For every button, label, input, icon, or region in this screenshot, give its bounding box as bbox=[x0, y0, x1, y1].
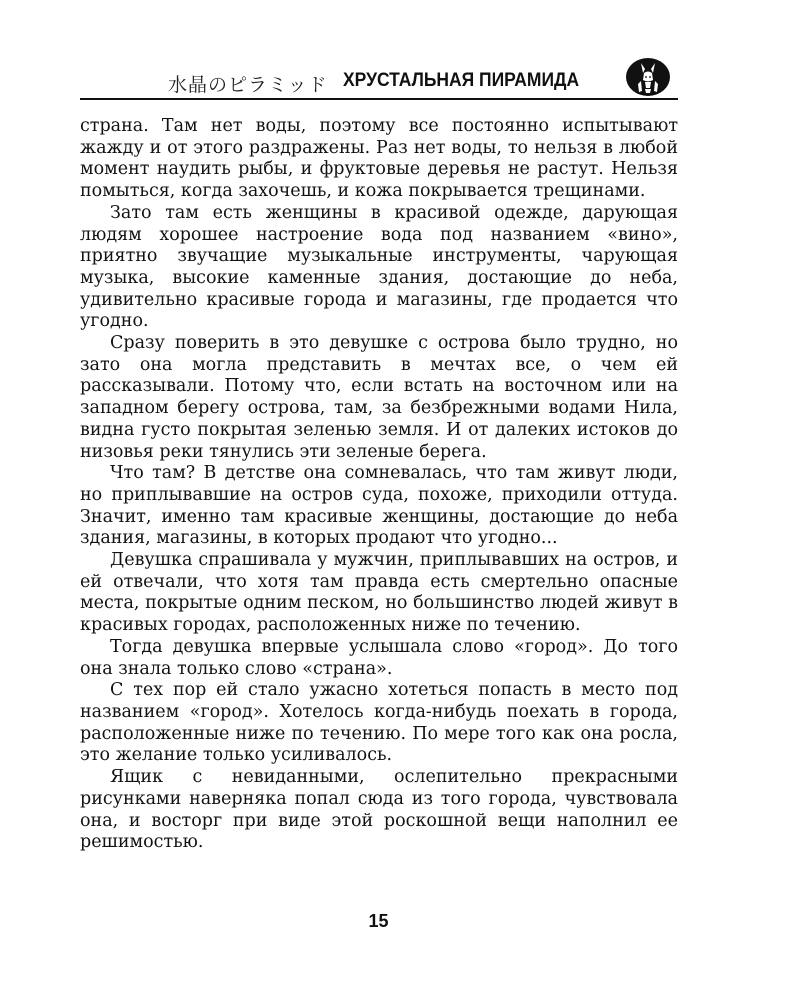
body-text bbox=[80, 116, 678, 854]
header-title-russian: ХРУСТАЛЬНАЯ ПИРАМИДА bbox=[343, 70, 580, 91]
running-header bbox=[80, 62, 678, 100]
paragraph: Ящик с невиданными, ослепительно прекрасными рисунками наверняка попал сюда из того города, чувствовала она, и восторг при виде этой роскошной вещи наполнил ее решимостью. bbox=[80, 767, 678, 853]
paragraph: Девушка спрашивала у мужчин, приплывавших на остров, и ей отвечали, что хотя там правда есть смертельно опасные места, покрытые одним песком, но большинство людей живут в красивых городах, расположенных ниже по течению. bbox=[80, 550, 678, 636]
paragraph: страна. Там нет воды, поэтому все постоянно испытывают жажду и от этого раздражены. Раз нет воды, то нельзя в любой момент нaудить рыбы, и фруктовые деревья не растут. Нельзя помыться, когда захочешь, и кожа покрывается трещинами. bbox=[80, 116, 678, 202]
paragraph: Сразу поверить в это девушке с острова было трудно, но зато она могла представить в мечтах все, о чем ей рассказывали. Потому что, если встать на восточном или на западном берегу острова, там, за безбрежными водами Нила, видна густо покрытая зеленью земля. И от далеких истоков до низовья реки тянулись эти зеленые берега. bbox=[80, 333, 678, 462]
paragraph: С тех пор ей стало ужасно хотеться попасть в место под названием «город». Хотелось когда-нибудь поехать в города, расположенные ниже по течению. По мере того как она росла, это желание только усиливалось. bbox=[80, 680, 678, 766]
header-title-japanese: 水晶のピラミッド bbox=[168, 74, 328, 96]
paragraph: Зато там есть женщины в красивой одежде, дарующая людям хорошее настроение вода под названием «вино», приятно звучащие музыкальные инструменты, чарующая музыка, высокие каменные здания, достающие до неба, удивительно красивые города и магазины, где продается что угодно. bbox=[80, 202, 678, 332]
paragraph: Что там? В детстве она сомневалась, что там живут люди, но приплывавшие на остров суда, похоже, приходили оттуда. Значит, именно там красивые женщины, достающие до неба здания, магазины, в которых продают что угодно... bbox=[80, 463, 678, 549]
paragraph: Тогда девушка впервые услышала слово «город». До того она знала только слово «страна». bbox=[80, 636, 678, 679]
anubis-head-icon bbox=[624, 56, 672, 98]
page-number: 15 bbox=[368, 911, 389, 931]
